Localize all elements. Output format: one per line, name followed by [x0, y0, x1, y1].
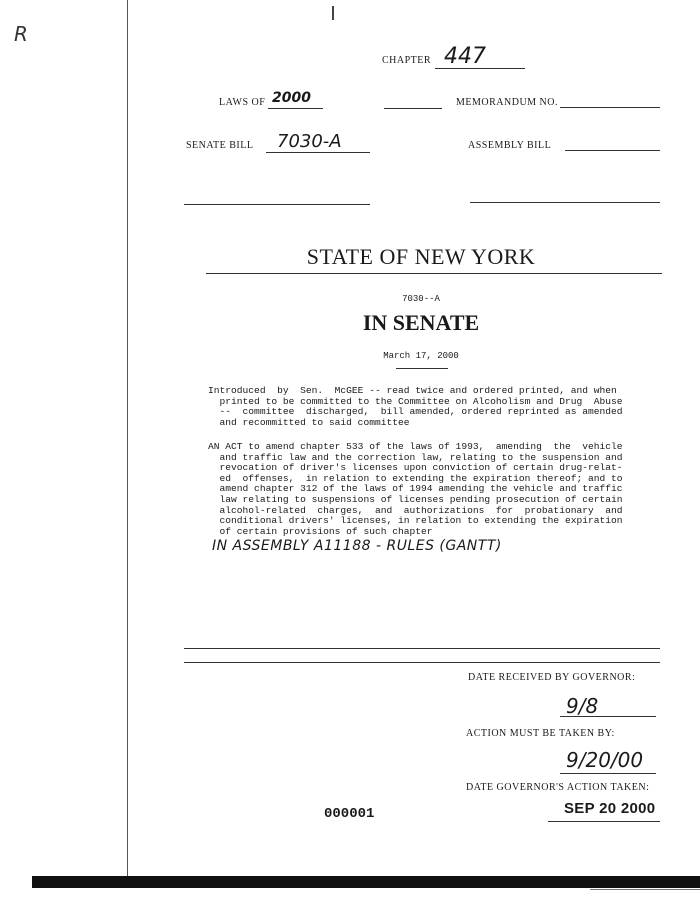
- title-rule: [206, 273, 662, 274]
- blank-line-left: [184, 204, 370, 205]
- introduction-date: March 17, 2000: [383, 351, 459, 361]
- laws-label: LAWS OF: [219, 97, 266, 108]
- footer-rule-2: [184, 662, 660, 663]
- memorandum-underline: [560, 107, 660, 108]
- memorandum-label: MEMORANDUM NO.: [456, 97, 559, 108]
- act-line: law relating to suspensions of licenses pending prosecution of certain: [208, 493, 623, 505]
- act-line: of certain provisions of such chapter: [208, 525, 433, 537]
- blank-line-right: [470, 202, 660, 203]
- date-received-underline: [560, 716, 656, 717]
- chamber-heading: IN SENATE: [362, 310, 480, 335]
- document-title: STATE OF NEW YORK: [306, 244, 536, 269]
- act-line: alcohol-related charges, and authorizations for probationary and: [208, 504, 623, 516]
- act-paragraph: [208, 442, 623, 537]
- scan-bar-tail: [590, 889, 700, 890]
- act-line: AN ACT to amend chapter 533 of the laws of 1993, amending the vehicle: [208, 441, 623, 452]
- senate-bill-label: SENATE BILL: [186, 140, 254, 151]
- left-binding-line: [127, 0, 128, 880]
- act-line: amend chapter 312 of the laws of 1994 amending the vehicle and traffic: [208, 483, 623, 495]
- act-line: revocation of driver's licenses upon conviction of certain drug-relat-: [208, 462, 623, 474]
- date-rule: [396, 368, 448, 369]
- action-must-be-taken-label: ACTION MUST BE TAKEN BY:: [466, 728, 615, 739]
- top-tick-mark: [332, 6, 334, 20]
- chapter-underline: [435, 68, 525, 69]
- introduced-line: Introduced by Sen. McGEE -- read twice and ordered printed, and when: [208, 385, 617, 396]
- action-taken-underline: [548, 821, 660, 822]
- introduced-line: -- committee discharged, bill amended, ordered reprinted as amended: [208, 406, 623, 418]
- act-line: and traffic law and the correction law, relating to the suspension and: [208, 451, 623, 463]
- laws-underline: [268, 108, 323, 109]
- action-taken-stamp: SEP 20 2000: [564, 800, 656, 817]
- chapter-label: CHAPTER: [382, 55, 432, 66]
- act-line: ed offenses, in relation to extending the expiration thereof; and to: [208, 472, 623, 484]
- introduced-line: and recommitted to said committee: [208, 416, 410, 428]
- introduced-paragraph: [208, 386, 623, 428]
- margin-mark: R: [14, 22, 28, 46]
- page-number: 000001: [324, 806, 375, 822]
- assembly-bill-underline: [565, 150, 660, 151]
- laws-value: 2000: [272, 90, 311, 106]
- action-taken-label: DATE GOVERNOR'S ACTION TAKEN:: [466, 782, 650, 793]
- action-deadline-underline: [560, 773, 656, 774]
- footer-rule-1: [184, 648, 660, 649]
- introduced-line: printed to be committed to the Committee on Alcoholism and Drug Abuse: [208, 395, 623, 407]
- assembly-bill-label: ASSEMBLY BILL: [468, 140, 552, 151]
- chapter-value: 447: [444, 44, 486, 69]
- date-received-label: DATE RECEIVED BY GOVERNOR:: [468, 672, 636, 683]
- act-line: conditional drivers' licenses, in relation to extending the expiration: [208, 515, 623, 527]
- date-received-value: 9/8: [566, 694, 599, 718]
- laws-blank-line: [384, 108, 442, 109]
- senate-bill-underline: [266, 152, 370, 153]
- scan-bar: [32, 876, 700, 888]
- bill-number: 7030--A: [402, 294, 440, 304]
- senate-bill-value: 7030-A: [277, 131, 342, 152]
- action-deadline-value: 9/20/00: [566, 748, 644, 772]
- handwritten-assembly-note: IN ASSEMBLY A11188 - RULES (GANTT): [212, 538, 502, 554]
